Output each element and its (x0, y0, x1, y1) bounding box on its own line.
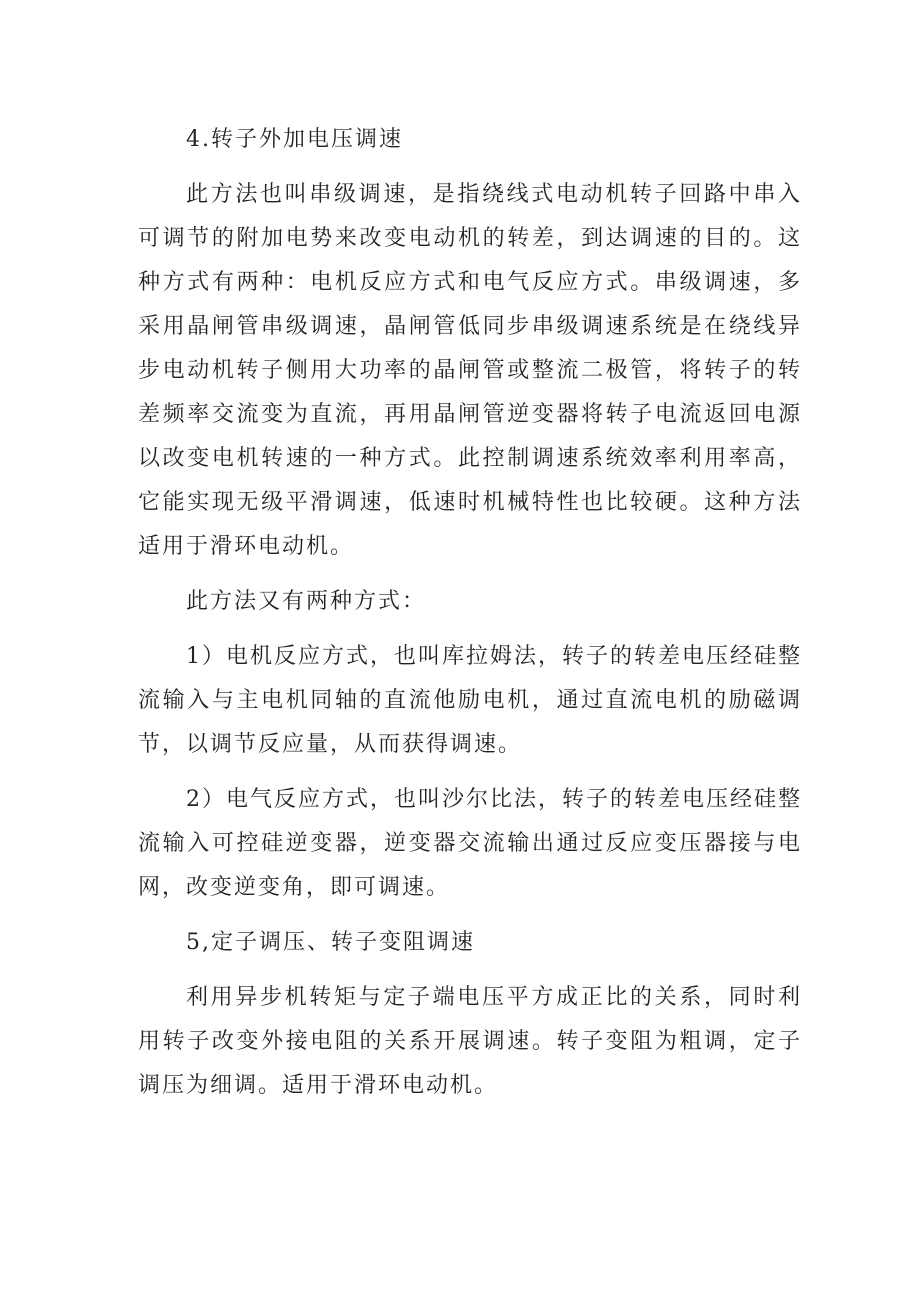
document-body (138, 118, 802, 1119)
paragraph-method-2: 2）电气反应方式，也叫沙尔比法，转子的转差电压经硅整流输入可控硅逆变器，逆变器交流输出通过反应变压器接与电网，改变逆变角，即可调速。 (138, 787, 802, 900)
section-heading-5: 5,定子调压、转子变阻调速 (186, 930, 475, 955)
section-heading-4: 4.转子外加电压调速 (186, 127, 403, 152)
paragraph-two-methods-intro: 此方法又有两种方式： (186, 589, 427, 614)
paragraph-stator-voltage-rotor-resistance: 利用异步机转矩与定子端电压平方成正比的关系，同时利用转子改变外接电阻的关系开展调速。转子变阻为粗调，定子调压为细调。适用于滑环电动机。 (138, 985, 802, 1098)
paragraph-method-1: 1）电机反应方式，也叫库拉姆法，转子的转差电压经硅整流输入与主电机同轴的直流他励电机，通过直流电机的励磁调节，以调节反应量，从而获得调速。 (138, 644, 802, 757)
paragraph-cascade-speed-control: 此方法也叫串级调速，是指绕线式电动机转子回路中串入可调节的附加电势来改变电动机的转差，到达调速的目的。这种方式有两种：电机反应方式和电气反应方式。串级调速，多采用晶闸管串级调速，晶闸管低同步串级调速系统是在绕线异步电动机转子侧用大功率的晶闸管或整流二极管，将转子的转差频率交流变为直流，再用晶闸管逆变器将转子电流返回电源以改变电机转速的一种方式。此控制调速系统效率利用率高，它能实现无级平滑调速，低速时机械特性也比较硬。这种方法适用于滑环电动机。 (138, 182, 802, 559)
